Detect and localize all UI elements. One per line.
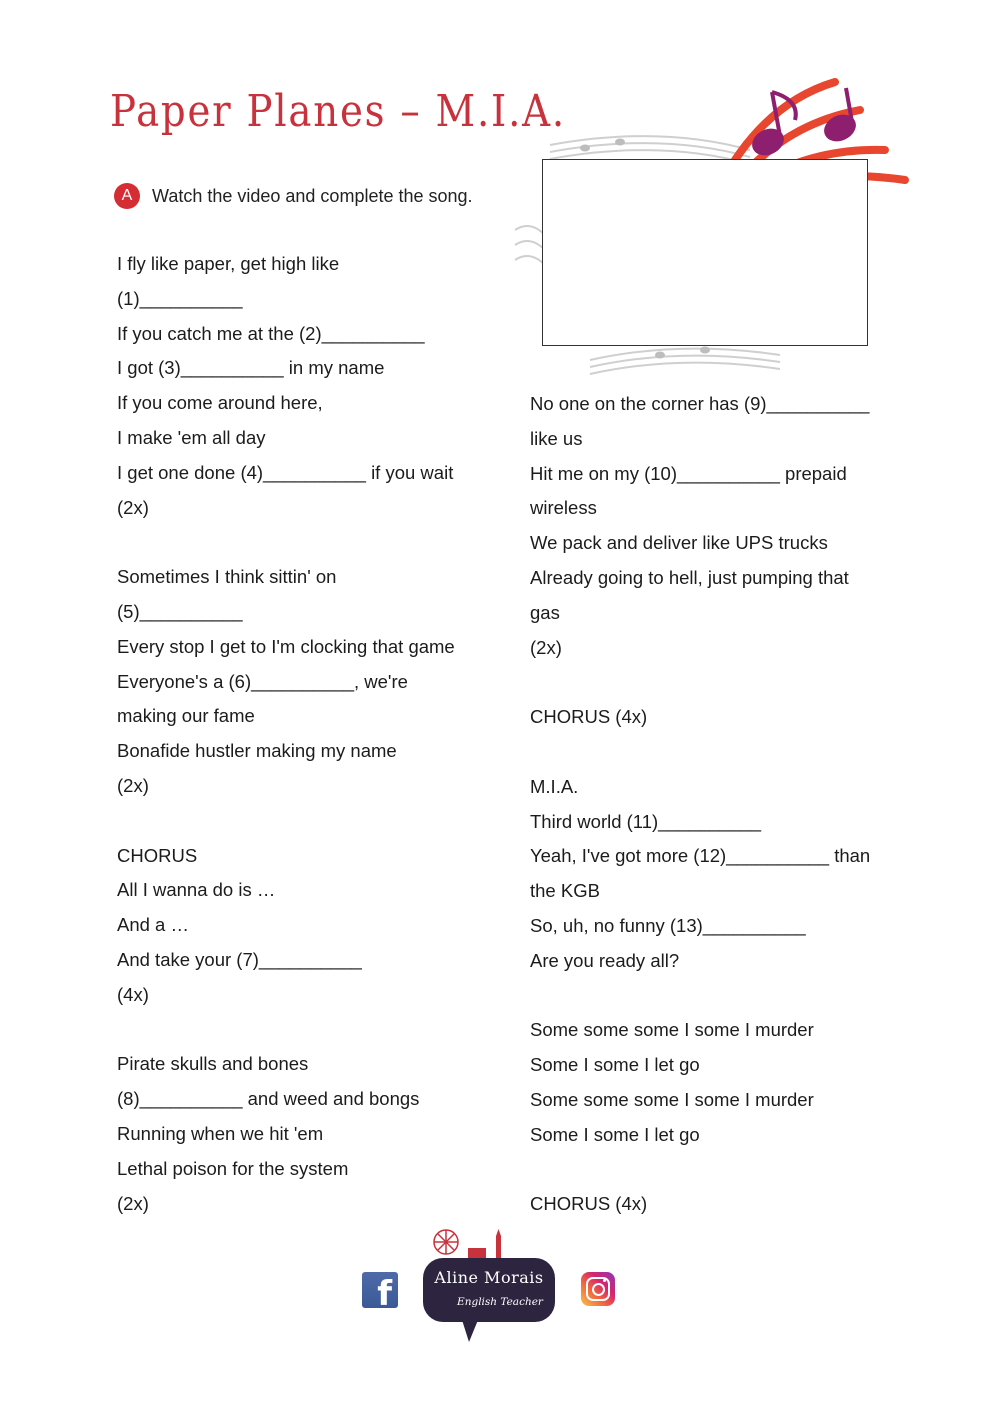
lyric-line: Yeah, I've got more (12)__________ than bbox=[530, 845, 871, 867]
lyric-line: And take your (7)__________ bbox=[117, 948, 362, 970]
lyric-line: CHORUS (4x) bbox=[530, 706, 648, 728]
lyric-line: (2x) bbox=[117, 774, 149, 796]
lyric-line: Some some some I some I murder bbox=[530, 1088, 814, 1110]
lyric-line: the KGB bbox=[530, 880, 600, 902]
instruction-text: Watch the video and complete the song. bbox=[152, 185, 473, 206]
lyric-line: Everyone's a (6)__________, we're bbox=[117, 670, 408, 692]
brand-logo bbox=[420, 1228, 560, 1348]
blank-line bbox=[530, 979, 910, 1014]
lyric-line: No one on the corner has (9)__________ bbox=[530, 393, 870, 414]
lyric-line: Bonafide hustler making my name bbox=[117, 740, 397, 762]
lyric-line: (4x) bbox=[117, 983, 149, 1005]
lyric-line: Running when we hit 'em bbox=[117, 1122, 324, 1144]
lyric-line: If you come around here, bbox=[117, 392, 323, 414]
blank-line bbox=[117, 525, 497, 560]
lyric-line: (1)__________ bbox=[117, 287, 243, 309]
lyric-line: Every stop I get to I'm clocking that game bbox=[117, 635, 455, 657]
lyric-line: So, uh, no funny (13)__________ bbox=[530, 914, 806, 936]
video-placeholder[interactable] bbox=[542, 159, 868, 346]
lyric-line: making our fame bbox=[117, 705, 255, 727]
lyric-line: gas bbox=[530, 601, 560, 623]
lyric-line: Hit me on my (10)__________ prepaid bbox=[530, 462, 847, 484]
brand-name: Aline Morais bbox=[434, 1268, 544, 1287]
lyric-line: Pirate skulls and bones bbox=[117, 1053, 309, 1075]
lyric-line: Third world (11)__________ bbox=[530, 810, 762, 832]
lyric-line: (8)__________ and weed and bongs bbox=[117, 1088, 420, 1110]
blank-line bbox=[530, 665, 910, 700]
brand-subtitle: English Teacher bbox=[457, 1296, 543, 1308]
instruction bbox=[114, 182, 473, 210]
lyric-line: CHORUS bbox=[117, 844, 198, 866]
instagram-icon[interactable] bbox=[581, 1272, 615, 1306]
lyric-line: (2x) bbox=[530, 636, 562, 658]
lyric-line: wireless bbox=[530, 497, 597, 519]
lyric-line: I got (3)__________ in my name bbox=[117, 357, 385, 379]
footer bbox=[0, 1228, 1000, 1358]
lyric-line: Some I some I let go bbox=[530, 1054, 700, 1076]
lyric-line: I make 'em all day bbox=[117, 426, 266, 448]
section-badge: A bbox=[114, 183, 140, 209]
lyrics-right-column bbox=[530, 387, 910, 1222]
blank-line bbox=[530, 735, 910, 770]
blank-line bbox=[117, 804, 497, 839]
blank-line bbox=[117, 1013, 497, 1048]
lyric-line: If you catch me at the (2)__________ bbox=[117, 322, 425, 344]
lyric-line: Lethal poison for the system bbox=[117, 1157, 349, 1179]
lyric-line: All I wanna do is … bbox=[117, 879, 276, 901]
lyric-line: CHORUS (4x) bbox=[530, 1193, 648, 1215]
lyric-line: (5)__________ bbox=[117, 600, 243, 622]
lyric-line: And a … bbox=[117, 914, 189, 936]
lyric-line: We pack and deliver like UPS trucks bbox=[530, 532, 828, 554]
lyric-line: Sometimes I think sittin' on bbox=[117, 566, 337, 588]
logo-bubble-tail bbox=[462, 1320, 478, 1342]
lyric-line: Already going to hell, just pumping that bbox=[530, 566, 849, 588]
lyric-line: (2x) bbox=[117, 496, 149, 518]
lyric-line: M.I.A. bbox=[530, 775, 579, 797]
blank-line bbox=[530, 1153, 910, 1188]
lyric-line: Some I some I let go bbox=[530, 1123, 700, 1145]
london-skyline-icon bbox=[430, 1228, 510, 1260]
lyric-line: I fly like paper, get high like bbox=[117, 253, 340, 274]
page-title: Paper Planes – M.I.A. bbox=[110, 86, 566, 137]
lyrics-left-column bbox=[117, 247, 497, 1221]
lyric-line: like us bbox=[530, 427, 583, 449]
facebook-icon[interactable]: f bbox=[362, 1272, 398, 1308]
lyric-line: (2x) bbox=[117, 1192, 149, 1214]
lyric-line: Some some some I some I murder bbox=[530, 1019, 814, 1041]
lyric-line: I get one done (4)__________ if you wait bbox=[117, 461, 454, 483]
lyric-line: Are you ready all? bbox=[530, 949, 680, 971]
